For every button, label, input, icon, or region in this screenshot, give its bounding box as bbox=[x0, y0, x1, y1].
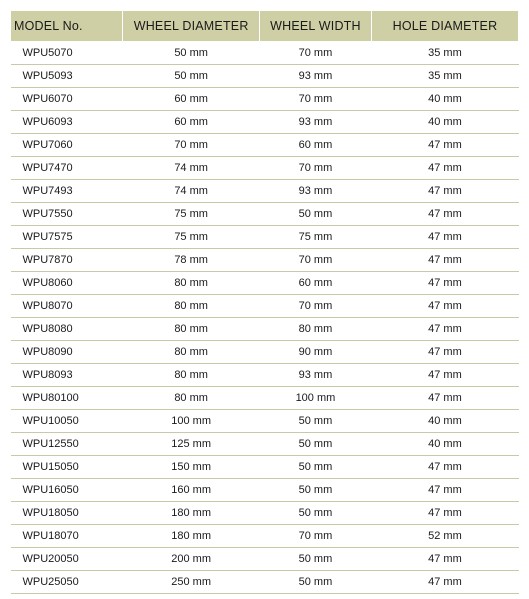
wheel-width-cell: 60 mm bbox=[259, 272, 371, 295]
wheel-width-cell: 70 mm bbox=[259, 525, 371, 548]
wheel-diameter-cell: 75 mm bbox=[123, 203, 260, 226]
wheel-diameter-cell: 250 mm bbox=[123, 571, 260, 594]
wheel-width-cell: 70 mm bbox=[259, 157, 371, 180]
hole-diameter-cell: 40 mm bbox=[371, 433, 518, 456]
wheel-diameter-cell: 80 mm bbox=[123, 364, 260, 387]
wheel-diameter-cell: 125 mm bbox=[123, 433, 260, 456]
table-row bbox=[11, 341, 519, 364]
model-no-cell: WPU25050 bbox=[11, 571, 123, 594]
model-no-cell: WPU7575 bbox=[11, 226, 123, 249]
model-no-cell: WPU7470 bbox=[11, 157, 123, 180]
wheel-width-cell: 100 mm bbox=[259, 387, 371, 410]
model-no-cell: WPU10050 bbox=[11, 410, 123, 433]
table-row bbox=[11, 571, 519, 594]
table-row bbox=[11, 88, 519, 111]
wheel-width-cell: 50 mm bbox=[259, 433, 371, 456]
table-row bbox=[11, 502, 519, 525]
wheel-width-cell: 60 mm bbox=[259, 134, 371, 157]
wheel-diameter-cell: 74 mm bbox=[123, 180, 260, 203]
wheel-width-cell: 80 mm bbox=[259, 318, 371, 341]
table-row bbox=[11, 387, 519, 410]
wheel-diameter-cell: 80 mm bbox=[123, 272, 260, 295]
wheel-width-cell: 50 mm bbox=[259, 479, 371, 502]
hole-diameter-cell: 35 mm bbox=[371, 42, 518, 65]
wheel-width-cell: 50 mm bbox=[259, 203, 371, 226]
model-no-cell: WPU7870 bbox=[11, 249, 123, 272]
wheel-diameter-cell: 150 mm bbox=[123, 456, 260, 479]
wheel-diameter-cell: 200 mm bbox=[123, 548, 260, 571]
hole-diameter-cell: 47 mm bbox=[371, 295, 518, 318]
wheel-diameter-cell: 80 mm bbox=[123, 387, 260, 410]
table-row bbox=[11, 456, 519, 479]
wheel-diameter-cell: 100 mm bbox=[123, 410, 260, 433]
hole-diameter-cell: 47 mm bbox=[371, 364, 518, 387]
wheel-diameter-cell: 80 mm bbox=[123, 295, 260, 318]
hole-diameter-cell: 47 mm bbox=[371, 249, 518, 272]
wheel-width-cell: 90 mm bbox=[259, 341, 371, 364]
header-hole-diameter: HOLE DIAMETER bbox=[371, 11, 518, 42]
table-row bbox=[11, 479, 519, 502]
table-row bbox=[11, 180, 519, 203]
model-no-cell: WPU8060 bbox=[11, 272, 123, 295]
wheel-diameter-cell: 60 mm bbox=[123, 111, 260, 134]
table-row bbox=[11, 433, 519, 456]
hole-diameter-cell: 47 mm bbox=[371, 502, 518, 525]
hole-diameter-cell: 40 mm bbox=[371, 88, 518, 111]
hole-diameter-cell: 52 mm bbox=[371, 525, 518, 548]
model-no-cell: WPU8090 bbox=[11, 341, 123, 364]
wheel-diameter-cell: 75 mm bbox=[123, 226, 260, 249]
wheel-width-cell: 70 mm bbox=[259, 42, 371, 65]
wheel-diameter-cell: 50 mm bbox=[123, 65, 260, 88]
wheel-width-cell: 70 mm bbox=[259, 295, 371, 318]
wheel-width-cell: 70 mm bbox=[259, 88, 371, 111]
table-row bbox=[11, 157, 519, 180]
table-row bbox=[11, 203, 519, 226]
header-wheel-width: WHEEL WIDTH bbox=[259, 11, 371, 42]
hole-diameter-cell: 47 mm bbox=[371, 203, 518, 226]
model-no-cell: WPU7493 bbox=[11, 180, 123, 203]
hole-diameter-cell: 47 mm bbox=[371, 387, 518, 410]
model-no-cell: WPU8080 bbox=[11, 318, 123, 341]
wheel-width-cell: 75 mm bbox=[259, 226, 371, 249]
table-row bbox=[11, 525, 519, 548]
model-no-cell: WPU18050 bbox=[11, 502, 123, 525]
model-no-cell: WPU5070 bbox=[11, 42, 123, 65]
table-row bbox=[11, 410, 519, 433]
table-row bbox=[11, 111, 519, 134]
model-no-cell: WPU7550 bbox=[11, 203, 123, 226]
hole-diameter-cell: 47 mm bbox=[371, 180, 518, 203]
wheel-diameter-cell: 180 mm bbox=[123, 525, 260, 548]
model-no-cell: WPU8093 bbox=[11, 364, 123, 387]
model-no-cell: WPU80100 bbox=[11, 387, 123, 410]
wheel-diameter-cell: 80 mm bbox=[123, 318, 260, 341]
wheel-width-cell: 93 mm bbox=[259, 180, 371, 203]
hole-diameter-cell: 47 mm bbox=[371, 157, 518, 180]
hole-diameter-cell: 35 mm bbox=[371, 65, 518, 88]
hole-diameter-cell: 47 mm bbox=[371, 318, 518, 341]
wheel-diameter-cell: 70 mm bbox=[123, 134, 260, 157]
model-no-cell: WPU15050 bbox=[11, 456, 123, 479]
table-row bbox=[11, 295, 519, 318]
model-no-cell: WPU6070 bbox=[11, 88, 123, 111]
wheel-spec-table bbox=[10, 10, 519, 594]
hole-diameter-cell: 40 mm bbox=[371, 111, 518, 134]
table-row bbox=[11, 134, 519, 157]
hole-diameter-cell: 47 mm bbox=[371, 548, 518, 571]
hole-diameter-cell: 47 mm bbox=[371, 134, 518, 157]
wheel-width-cell: 70 mm bbox=[259, 249, 371, 272]
hole-diameter-cell: 47 mm bbox=[371, 272, 518, 295]
hole-diameter-cell: 47 mm bbox=[371, 571, 518, 594]
wheel-width-cell: 50 mm bbox=[259, 456, 371, 479]
table-row bbox=[11, 226, 519, 249]
model-no-cell: WPU8070 bbox=[11, 295, 123, 318]
table-row bbox=[11, 318, 519, 341]
table-row bbox=[11, 42, 519, 65]
model-no-cell: WPU16050 bbox=[11, 479, 123, 502]
wheel-diameter-cell: 180 mm bbox=[123, 502, 260, 525]
table-body bbox=[11, 42, 519, 594]
model-no-cell: WPU5093 bbox=[11, 65, 123, 88]
wheel-width-cell: 50 mm bbox=[259, 548, 371, 571]
table-row bbox=[11, 364, 519, 387]
wheel-diameter-cell: 50 mm bbox=[123, 42, 260, 65]
model-no-cell: WPU12550 bbox=[11, 433, 123, 456]
wheel-diameter-cell: 60 mm bbox=[123, 88, 260, 111]
wheel-diameter-cell: 78 mm bbox=[123, 249, 260, 272]
table-row bbox=[11, 65, 519, 88]
hole-diameter-cell: 47 mm bbox=[371, 479, 518, 502]
model-no-cell: WPU20050 bbox=[11, 548, 123, 571]
header-row bbox=[11, 11, 519, 42]
table-row bbox=[11, 272, 519, 295]
wheel-width-cell: 93 mm bbox=[259, 364, 371, 387]
wheel-width-cell: 50 mm bbox=[259, 410, 371, 433]
wheel-diameter-cell: 74 mm bbox=[123, 157, 260, 180]
wheel-width-cell: 93 mm bbox=[259, 65, 371, 88]
wheel-width-cell: 93 mm bbox=[259, 111, 371, 134]
wheel-diameter-cell: 160 mm bbox=[123, 479, 260, 502]
table-row bbox=[11, 548, 519, 571]
hole-diameter-cell: 40 mm bbox=[371, 410, 518, 433]
hole-diameter-cell: 47 mm bbox=[371, 456, 518, 479]
model-no-cell: WPU18070 bbox=[11, 525, 123, 548]
header-wheel-diameter: WHEEL DIAMETER bbox=[123, 11, 260, 42]
hole-diameter-cell: 47 mm bbox=[371, 226, 518, 249]
model-no-cell: WPU7060 bbox=[11, 134, 123, 157]
model-no-cell: WPU6093 bbox=[11, 111, 123, 134]
table-row bbox=[11, 249, 519, 272]
hole-diameter-cell: 47 mm bbox=[371, 341, 518, 364]
table-header bbox=[11, 11, 519, 42]
header-model-no: MODEL No. bbox=[11, 11, 123, 42]
wheel-width-cell: 50 mm bbox=[259, 571, 371, 594]
wheel-width-cell: 50 mm bbox=[259, 502, 371, 525]
wheel-diameter-cell: 80 mm bbox=[123, 341, 260, 364]
